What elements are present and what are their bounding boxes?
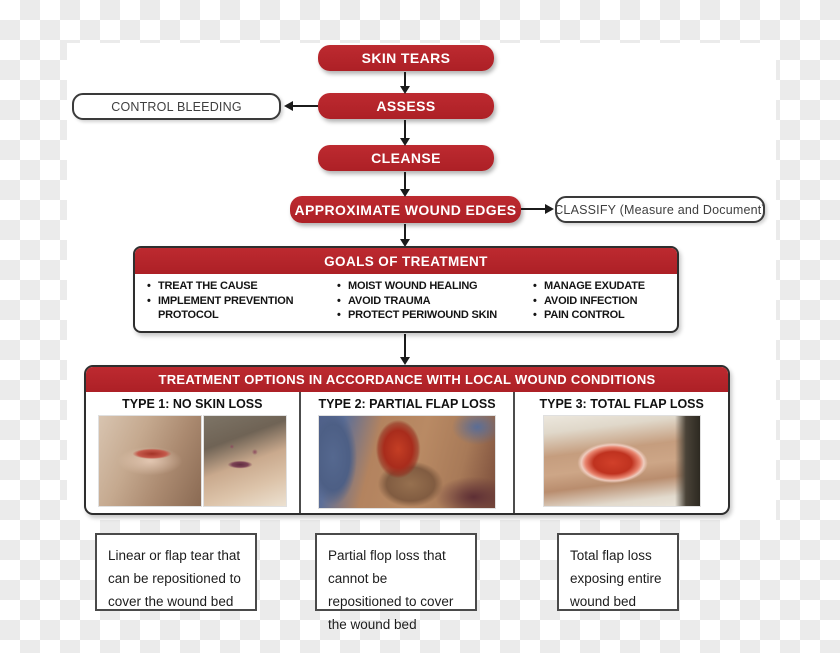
node-approximate-wound-edges: APPROXIMATE WOUND EDGES: [290, 196, 521, 223]
arrow-approximate-to-goals: [404, 224, 406, 240]
goal-item: • IMPLEMENT PREVENTION PROTOCOL: [147, 294, 329, 323]
node-classify: CLASSIFY (Measure and Document): [555, 196, 765, 223]
type-3-photo-row: [515, 416, 728, 506]
node-skin-tears: SKIN TEARS: [318, 45, 494, 71]
type-2-heading: TYPE 2: PARTIAL FLAP LOSS: [318, 397, 496, 411]
type-3-photo-limb-wound: [544, 416, 700, 506]
node-cleanse: CLEANSE: [318, 145, 494, 171]
goals-column-2: [337, 279, 525, 323]
type-1-photo-clasped-hands: [99, 416, 201, 506]
goals-of-treatment-panel: [133, 246, 679, 333]
arrow-goals-to-treatment: [404, 334, 406, 358]
treatment-options-panel: [84, 365, 730, 515]
type-1-photo-row: [86, 416, 299, 506]
treatment-options-body: [86, 392, 728, 513]
goals-column-1: [147, 279, 329, 323]
goal-item: • AVOID TRAUMA: [337, 294, 525, 309]
type-1-heading: TYPE 1: NO SKIN LOSS: [122, 397, 263, 411]
goals-of-treatment-body: [135, 274, 677, 333]
goals-of-treatment-title: GOALS OF TREATMENT: [135, 248, 677, 274]
type-3-caption: Total flap loss exposing entire wound bed: [557, 533, 679, 611]
type-1-photo-forearm: [204, 416, 286, 506]
goal-item: • TREAT THE CAUSE: [147, 279, 329, 294]
goal-item: • PROTECT PERIWOUND SKIN: [337, 308, 525, 323]
type-2-photo-arm-wound: [319, 416, 495, 508]
arrow-approximate-to-classify: [521, 208, 546, 210]
goals-column-3: [533, 279, 673, 323]
arrow-assess-to-control-bleeding: [292, 105, 318, 107]
treatment-options-title: TREATMENT OPTIONS IN ACCORDANCE WITH LOCAL WOUND CONDITIONS: [86, 367, 728, 392]
arrow-assess-to-cleanse: [404, 120, 406, 139]
treatment-column-type-3: [513, 392, 728, 513]
goal-item: • MANAGE EXUDATE: [533, 279, 673, 294]
node-control-bleeding: CONTROL BLEEDING: [72, 93, 281, 120]
goal-item: • MOIST WOUND HEALING: [337, 279, 525, 294]
arrow-skin-tears-to-assess: [404, 72, 406, 87]
type-2-caption: Partial flop loss that cannot be repositioned to cover the wound bed: [315, 533, 477, 611]
arrow-cleanse-to-approximate: [404, 172, 406, 190]
type-3-heading: TYPE 3: TOTAL FLAP LOSS: [539, 397, 704, 411]
type-2-photo-row: [301, 416, 514, 508]
node-assess: ASSESS: [318, 93, 494, 119]
type-1-caption: Linear or flap tear that can be repositioned to cover the wound bed: [95, 533, 257, 611]
treatment-column-type-1: [86, 392, 299, 513]
goal-item: • AVOID INFECTION: [533, 294, 673, 309]
goal-item: • PAIN CONTROL: [533, 308, 673, 323]
treatment-column-type-2: [299, 392, 514, 513]
